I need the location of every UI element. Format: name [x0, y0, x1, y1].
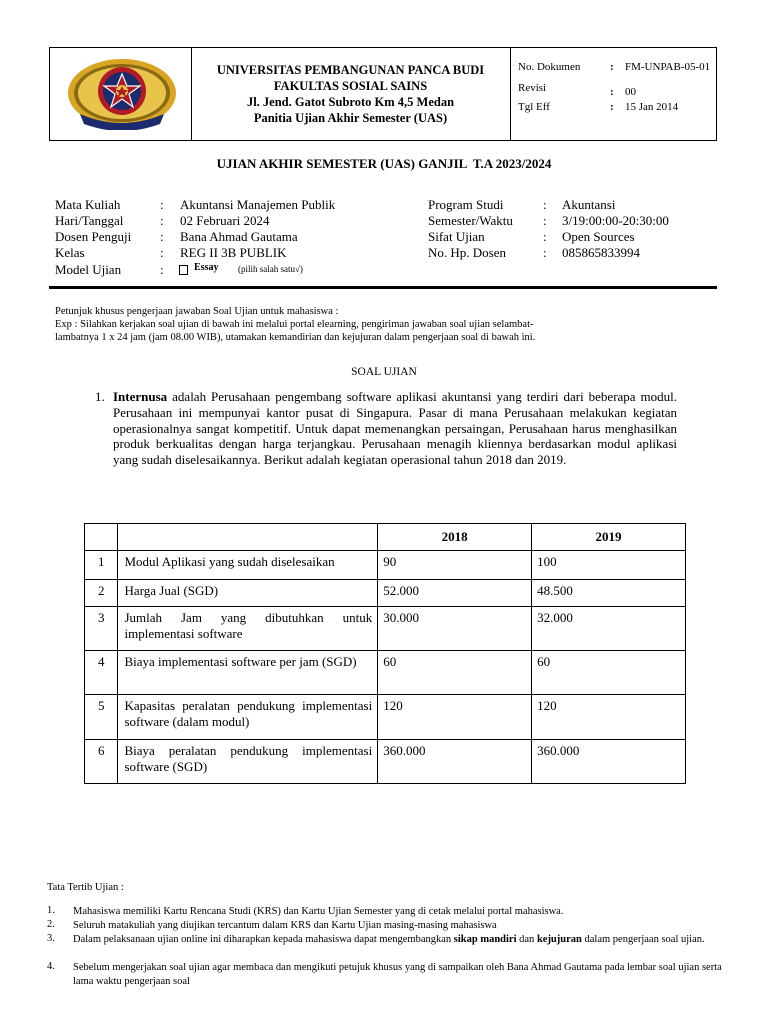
effective-date-value: 15 Jan 2014 [625, 101, 679, 113]
class-value: REG II 3B PUBLIK [180, 245, 287, 260]
document-info-cell [511, 48, 716, 140]
lecturer-phone-value: 085865833994 [562, 245, 640, 260]
row-number: 5 [85, 695, 118, 740]
row-number: 4 [85, 651, 118, 695]
rule-text: Seluruh matakuliah yang diujikan tercantum dalam KRS dan Kartu Ujian masing-masing mahasiswa [73, 920, 497, 931]
question-text [113, 389, 677, 468]
effective-date-label: Tgl Eff [518, 101, 550, 113]
value-2018: 60 [378, 651, 532, 695]
column-header-2018: 2018 [378, 524, 532, 551]
column-header-desc [118, 524, 378, 551]
row-number: 3 [85, 607, 118, 651]
question-number: 1. [95, 389, 105, 404]
exam-model-value: Essay [194, 262, 219, 273]
examiner-label: Dosen Penguji [55, 229, 132, 244]
revision-label: Revisi [518, 82, 547, 94]
operations-table [84, 523, 686, 784]
exam-title: UJIAN AKHIR SEMESTER (UAS) GANJIL T.A 2023/2024 [216, 156, 552, 171]
table-row [85, 740, 686, 784]
table-row [85, 695, 686, 740]
rule-text: Sebelum mengerjakan soal ujian agar membaca dan mengikuti petujuk khusus yang di sampaikan oleh Bana Ahmad Gautama pada lembar soal ujian serta lama waktu pengerjaan soal [73, 962, 722, 987]
university-logo-icon [66, 58, 178, 130]
value-2018: 90 [378, 551, 532, 580]
column-header-no [85, 524, 118, 551]
column-header-2019: 2019 [532, 524, 686, 551]
table-header-row [85, 524, 686, 551]
examiner-value: Bana Ahmad Gautama [180, 229, 298, 244]
document-header [49, 47, 717, 141]
program-value: Akuntansi [562, 197, 616, 212]
table-row [85, 607, 686, 651]
row-description: Modul Aplikasi yang sudah diselesaikan [118, 551, 378, 580]
course-value: Akuntansi Manajemen Publik [180, 197, 336, 212]
row-description: Biaya peralatan pendukung implementasi software (SGD) [118, 740, 378, 784]
rule-text: Mahasiswa memiliki Kartu Rencana Studi (KRS) dan Kartu Ujian Semester yang di cetak melalui portal mahasiswa. [73, 906, 564, 917]
row-description: Harga Jual (SGD) [118, 580, 378, 607]
rule-highlight: sikap mandiri [453, 934, 517, 945]
row-number: 1 [85, 551, 118, 580]
row-description: Jumlah Jam yang dibutuhkan untuk implementasi software [118, 607, 378, 651]
university-address: Jl. Jend. Gatot Subroto Km 4,5 Medan [246, 95, 455, 109]
instructions-line-2: lambatnya 1 x 24 jam (jam 08.00 WIB), utamakan kemandirian dan kejujuran dalam pengerjaan soal di bawah ini. [55, 332, 536, 343]
row-description: Biaya implementasi software per jam (SGD) [118, 651, 378, 695]
rule-number: 1. [47, 905, 55, 916]
row-description: Kapasitas peralatan pendukung implementasi software (dalam modul) [118, 695, 378, 740]
rule-number: 4. [47, 961, 55, 972]
value-2019: 100 [532, 551, 686, 580]
exam-model-note: (pilih salah satu√) [238, 264, 303, 274]
value-2019: 120 [532, 695, 686, 740]
rule-highlight: kejujuran [536, 934, 582, 945]
program-label: Program Studi [428, 197, 504, 212]
instructions [55, 305, 535, 344]
row-number: 2 [85, 580, 118, 607]
value-2018: 120 [378, 695, 532, 740]
value-2018: 360.000 [378, 740, 532, 784]
rule-number: 2. [47, 919, 55, 930]
value-2019: 48.500 [532, 580, 686, 607]
questions-title: SOAL UJIAN [351, 366, 417, 378]
rule-number: 3. [47, 933, 55, 944]
table-row [85, 651, 686, 695]
rules-title: Tata Tertib Ujian : [47, 882, 124, 893]
date-value: 02 Februari 2024 [180, 213, 270, 228]
lecturer-phone-label: No. Hp. Dosen [428, 245, 506, 260]
essay-checkbox[interactable] [179, 265, 188, 275]
rule-text: Dalam pelaksanaan ujian online ini diharapkan kepada mahasiswa dapat mengembangkan sikap mandiri dan kejujuran dalam pengerjaan soal ujian. [73, 934, 705, 945]
logo-cell [50, 48, 192, 140]
faculty-name: FAKULTAS SOSIAL SAINS [273, 79, 428, 93]
doc-number-label: No. Dokumen [518, 61, 581, 73]
doc-number-row: No. Dokumen : FM-UNPAB-05-01 [518, 61, 718, 75]
exam-model-label: Model Ujian [55, 262, 122, 277]
separator-line [49, 286, 717, 289]
date-label: Hari/Tanggal [55, 213, 124, 228]
university-name: UNIVERSITAS PEMBANGUNAN PANCA BUDI [216, 63, 485, 77]
revision-row: Revisi : 00 [518, 82, 718, 96]
value-2018: 30.000 [378, 607, 532, 651]
instructions-heading: Petunjuk khusus pengerjaan jawaban Soal Ujian untuk mahasiswa : [55, 306, 339, 317]
exam-nature-label: Sifat Ujian [428, 229, 485, 244]
semester-label: Semester/Waktu [428, 213, 513, 228]
committee-name: Panitia Ujian Akhir Semester (UAS) [253, 111, 448, 125]
row-number: 6 [85, 740, 118, 784]
value-2019: 360.000 [532, 740, 686, 784]
company-name: Internusa [113, 389, 168, 404]
revision-value: 00 [625, 86, 636, 98]
value-2019: 60 [532, 651, 686, 695]
instructions-line-1: Exp : Silahkan kerjakan soal ujian di bawah ini melalui portal elearning, pengiriman jawaban soal ujian selambat- [55, 319, 534, 330]
effective-date-row: Tgl Eff : 15 Jan 2014 [518, 101, 718, 115]
value-2018: 52.000 [378, 580, 532, 607]
table-row [85, 551, 686, 580]
question-body: adalah Perusahaan pengembang software aplikasi akuntansi yang terdiri dari beberapa modul. Perusahaan ini mempunyai kantor pusat di Singapura. Pasar di mana Perusahaan melakukan kegiatan operasionalnya sangat kompetitif. Untuk dapat memenangkan persaingan, Perusahaan harus menghasilkan produk berkualitas dengan harga terjangkau. Perusahaan menagih kliennya berdasarkan modul aplikasi yang sudah diselesaikannya. Berikut adalah kegiatan operasional tahun 2018 dan 2019. [113, 389, 677, 468]
exam-nature-value: Open Sources [562, 229, 635, 244]
course-label: Mata Kuliah [55, 197, 121, 212]
semester-value: 3/19:00:00-20:30:00 [562, 213, 669, 228]
table-row [85, 580, 686, 607]
doc-number-value: FM-UNPAB-05-01 [625, 61, 711, 73]
class-label: Kelas [55, 245, 85, 260]
university-name-cell [191, 48, 511, 140]
value-2019: 32.000 [532, 607, 686, 651]
